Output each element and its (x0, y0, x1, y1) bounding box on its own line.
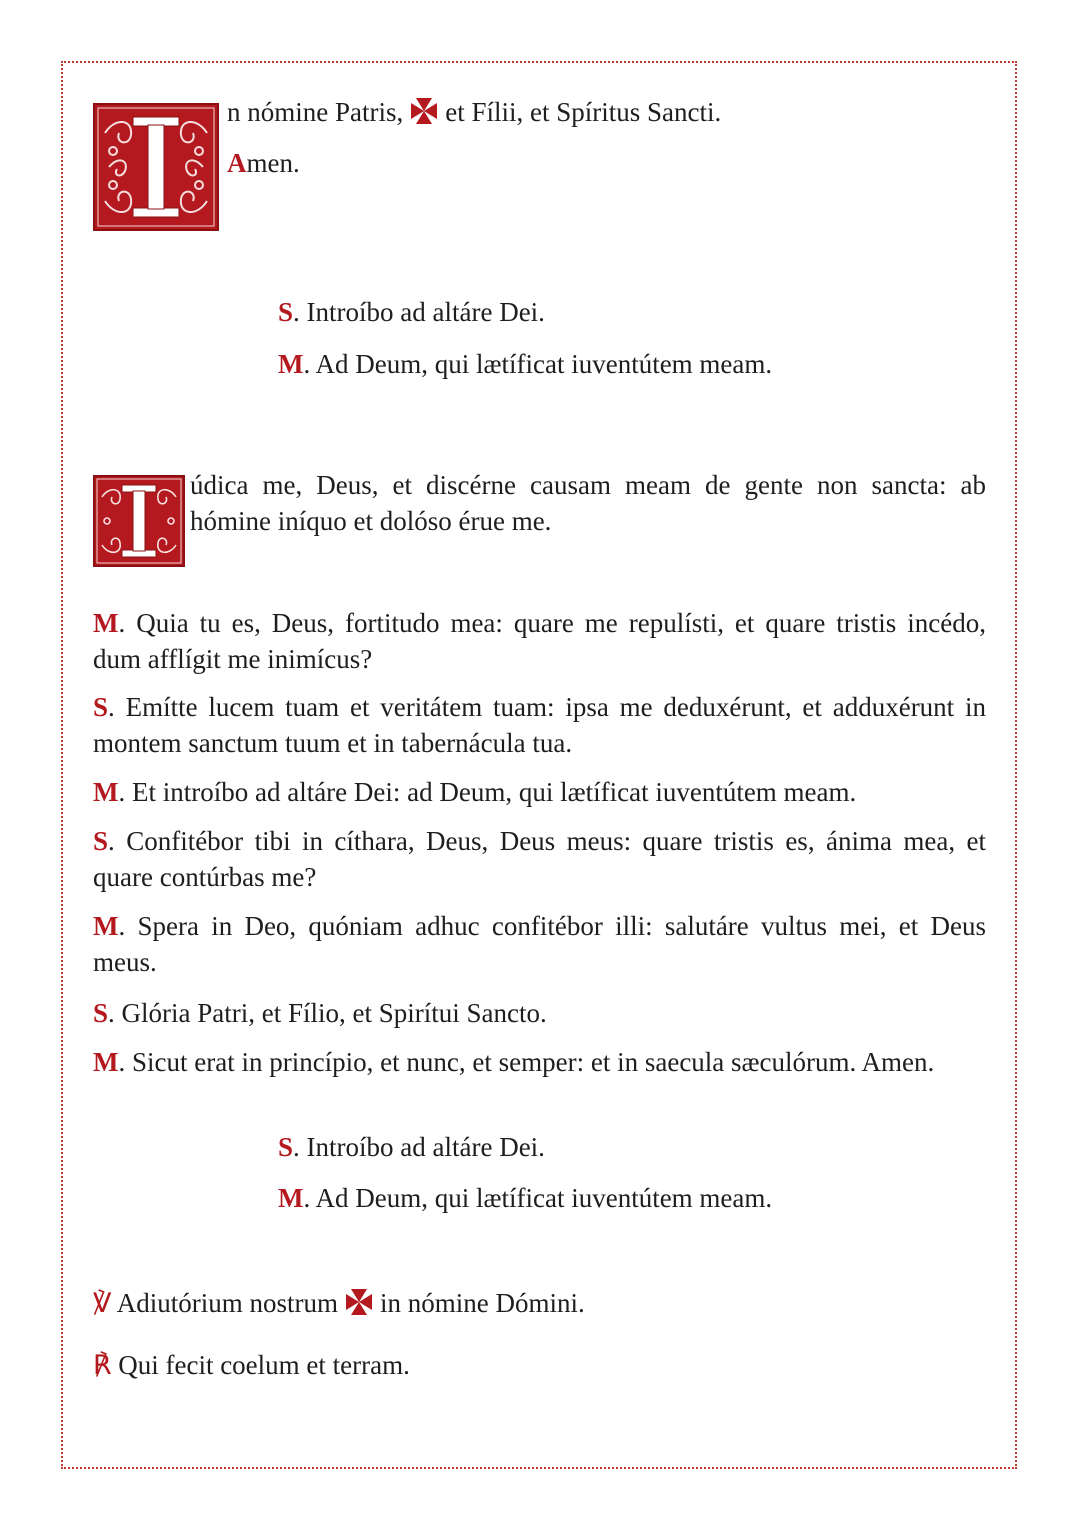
psalm-verse: M. Et introíbo ad altáre Dei: ad Deum, qui lætíficat iuventútem meam. (93, 777, 857, 807)
versicle-symbol: ℣ (93, 1288, 112, 1318)
psalm-verse: M. Spera in Deo, quóniam adhuc confitébor illi: salutáre vultus mei, et Deus meus. (93, 911, 986, 977)
psalm-opening-text: údica me, Deus, et discérne causam meam de gente non sancta: ab hómine iníquo et dolóso érue me. (190, 470, 986, 536)
antiphon-minister-line: M. Ad Deum, qui lætíficat iuventútem meam. (278, 1183, 773, 1213)
sign-of-cross-line: n nómine Patris, et Fílii, et Spíritus Sancti. (227, 97, 722, 127)
antiphon-priest-line: S. Introíbo ad altáre Dei. (278, 1132, 545, 1162)
amen-line: Amen. (227, 148, 300, 178)
antiphon-priest-line: S. Introíbo ad altáre Dei. (278, 297, 545, 327)
psalm-verse: M. Quia tu es, Deus, fortitudo mea: quare me repulísti, et quare tristis incédo, dum afflígit me inimícus? (93, 608, 986, 674)
cross-pattee-icon (409, 96, 439, 126)
illuminated-initial-i-large (93, 103, 219, 231)
psalm-verse: S. Glória Patri, et Fílio, et Spirítui Sancto. (93, 998, 547, 1028)
versicle-line: ℣ Adiutórium nostrum in nómine Dómini. (93, 1288, 585, 1318)
cross-pattee-icon (344, 1287, 374, 1317)
psalm-verse: M. Sicut erat in princípio, et nunc, et semper: et in saecula sæculórum. Amen. (93, 1047, 935, 1077)
psalm-verse: S. Emítte lucem tuam et veritátem tuam: ipsa me deduxérunt, et adduxérunt in montem sanctum tuum et in tabernácula tua. (93, 692, 986, 758)
illuminated-initial-i-small (93, 475, 185, 567)
response-symbol: ℟ (93, 1350, 112, 1380)
antiphon-minister-line: M. Ad Deum, qui lætíficat iuventútem meam. (278, 349, 773, 379)
psalm-verse: S. Confitébor tibi in cíthara, Deus, Deus meus: quare tristis es, ánima mea, et quare contúrbas me? (93, 826, 986, 892)
page-border (61, 61, 1017, 1469)
response-line: ℟ Qui fecit coelum et terram. (93, 1350, 410, 1380)
